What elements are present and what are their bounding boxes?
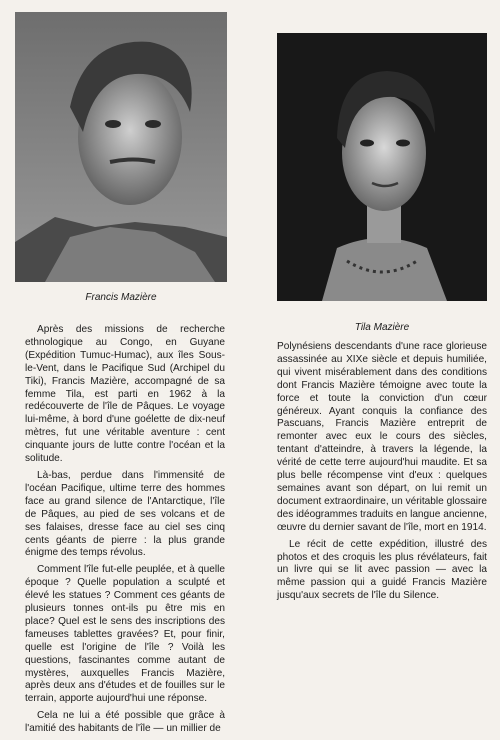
text-column-right bbox=[277, 341, 487, 607]
paragraph: Là-bas, perdue dans l'immensité de l'océan Pacifique, ultime terre des hommes face au grand silence de l'Antarctique, l'île de Pâques, au pied de ses volcans et de ses falaises, dresse face au ciel ses cinq cents géants de pierre : la plus grande énigme des temps révolus. bbox=[25, 469, 225, 559]
text-column-left bbox=[25, 324, 225, 740]
paragraph: Après des missions de recherche ethnologique au Congo, en Guyane (Expédition Tumuc-Humac), aux îles Sous-le-Vent, dans le Pacifique Sud (Archipel du Tiki), Francis Mazière, accompagné de sa femme Tila, est parti en 1962 à la redécouverte de l'île de Pâques. Le voyage lui-même, à bord d'une goélette de dix-neuf mètres, fut une véritable aventure : cent cinquante jours de lutte contre l'océan et la solitude. bbox=[25, 324, 225, 465]
photo-caption-tila: Tila Mazière bbox=[354, 322, 410, 333]
photo-caption-francis: Francis Mazière bbox=[85, 292, 157, 303]
portrait-photo-tila bbox=[277, 33, 487, 301]
paragraph: Polynésiens descendants d'une race glorieuse assassinée au XIXe siècle et depuis humiliée, qui vivent misérablement dans des conditions dont Francis Mazière témoigne avec toute la force et toute la conviction d'un cœur généreux. Ayant conquis la confiance des Pascuans, Francis Mazière entreprit de remonter avec eux le cours des siècles, tentant d'atteindre, à travers la légende, la vérité de cette terre aujourd'hui maudite. Et sa plus belle récompense vint d'eux : quelques semaines avant son départ, on lui remit un document extraordinaire, un véritable glossaire des idéogrammes traduits en langue ancienne, œuvre du dernier savant de l'île, mort en 1914. bbox=[277, 341, 487, 533]
paragraph: Cela ne lui a été possible que grâce à l'amitié des habitants de l'île — un millier de bbox=[25, 710, 225, 735]
portrait-photo-francis bbox=[15, 12, 227, 282]
paragraph: Le récit de cette expédition, illustré des photos et des croquis les plus révélateurs, fait un livre qui se lit avec passion — avec la même passion qui a guidé Francis Mazière jusqu'aux secrets de l'île du Silence. bbox=[277, 538, 487, 602]
paragraph: Comment l'île fut-elle peuplée, et à quelle époque ? Quelle population a sculpté et élevé les statues ? Comment ces géants de plusieurs tonnes ont-ils pu être mis en place? Quel est le sens des inscriptions des fameuses tablettes gravées? Et, pour finir, quelle est l'origine de l'île ? Voilà les questions, fascinantes comme autant de mystères, auxquelles Francis Mazière, après deux ans d'études et de fouilles sur le terrain, apporte aujourd'hui une réponse. bbox=[25, 564, 225, 705]
